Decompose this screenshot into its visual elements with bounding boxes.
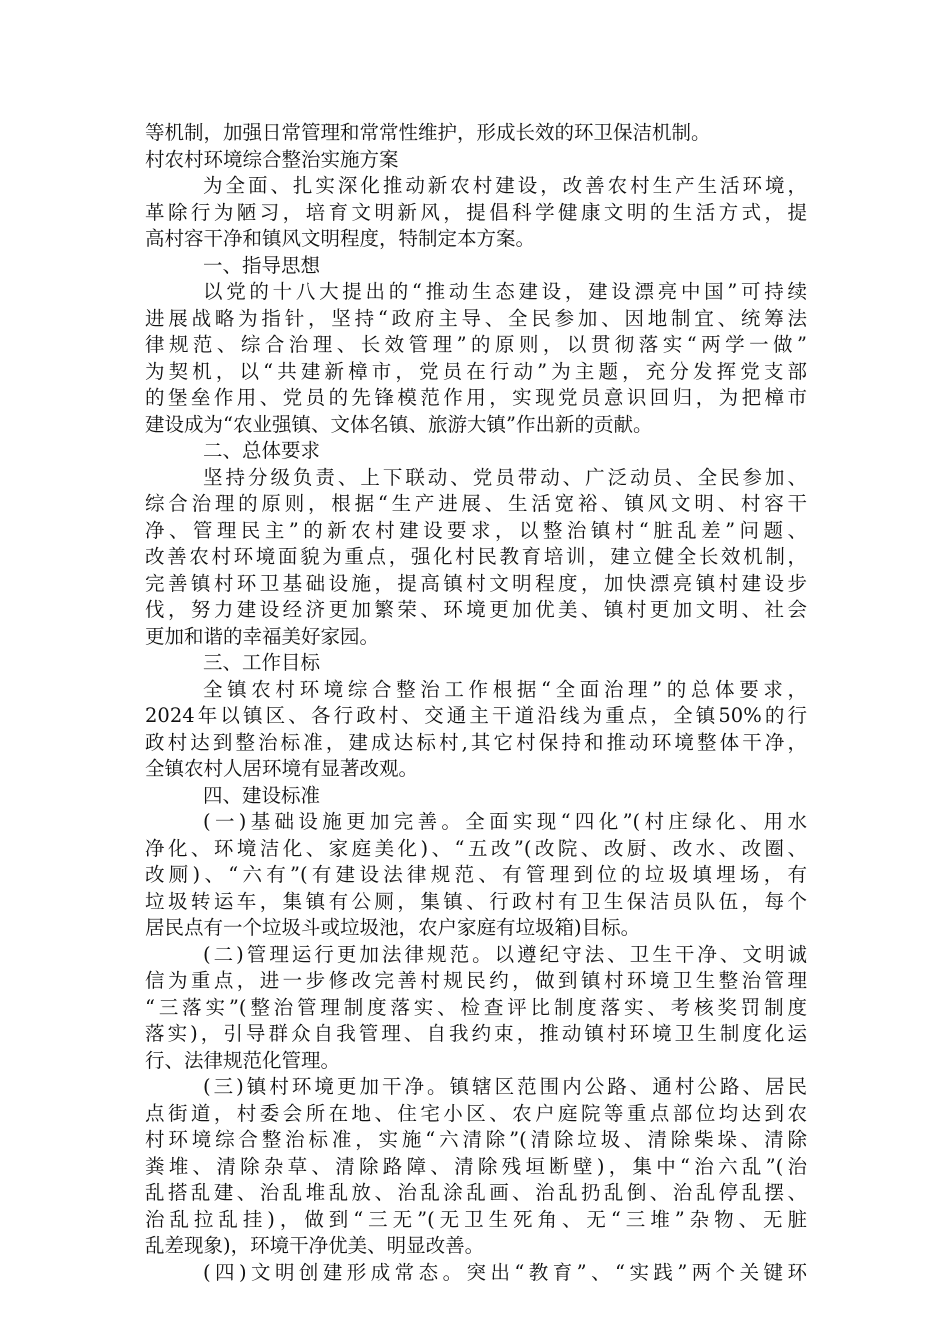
text-line: “三落实”(整治管理制度落实、检查评比制度落实、考核奖罚制度 <box>145 995 807 1019</box>
text-line: (一)基础设施更加完善。全面实现“四化”(村庄绿化、用水 <box>203 810 807 833</box>
text-line: 2024年以镇区、各行政村、交通主干道沿线为重点，全镇50%的行 <box>145 704 807 727</box>
text-line: 村环境综合整治标准，实施“六清除”(清除垃圾、清除柴垛、清除 <box>145 1128 807 1151</box>
text-line: 高村容干净和镇风文明程度，特制定本方案。 <box>145 227 536 250</box>
text-line: 建设成为“农业强镇、文体名镇、旅游大镇”作出新的贡献。 <box>145 412 653 436</box>
text-line: 三、工作目标 <box>203 651 321 674</box>
text-line: 伐，努力建设经济更加繁荣、环境更加优美、镇村更加文明、社会 <box>145 598 807 621</box>
text-line: (四)文明创建形成常态。突出“教育”、“实践”两个关键环 <box>203 1260 807 1284</box>
document-body <box>145 120 807 1286</box>
text-line: (三)镇村环境更加干净。镇辖区范围内公路、通村公路、居民 <box>203 1075 807 1098</box>
text-line: 落实)，引导群众自我管理、自我约束，推动镇村环境卫生制度化运 <box>145 1022 807 1045</box>
text-line: 一、指导思想 <box>203 253 321 277</box>
text-line: 垃圾转运车，集镇有公厕，集镇、行政村有卫生保洁员队伍，每个 <box>145 889 807 913</box>
text-line: 乱差现象)，环境干净优美、明显改善。 <box>145 1234 485 1257</box>
text-line: 治乱拉乱挂)，做到“三无”(无卫生死角、无“三堆”杂物、无脏 <box>145 1207 807 1231</box>
text-line: 以党的十八大提出的“推动生态建设，建设漂亮中国”可持续 <box>203 280 807 303</box>
text-line: 净化、环境洁化、家庭美化)、“五改”(改院、改厨、改水、改圈、 <box>145 836 807 860</box>
text-line: 革除行为陋习，培育文明新风，提倡科学健康文明的生活方式，提 <box>145 200 807 224</box>
text-line: 为全面、扎实深化推动新农村建设，改善农村生产生活环境， <box>203 174 807 197</box>
text-line: 信为重点，进一步修改完善村规民约，做到镇村环境卫生整治管理 <box>145 969 807 992</box>
text-line: 行、法律规范化管理。 <box>145 1048 341 1072</box>
text-line: 改善农村环境面貌为重点，强化村民教育培训，建立健全长效机制， <box>145 545 807 568</box>
text-line: 等机制，加强日常管理和常常性维护，形成长效的环卫保洁机制。 <box>145 121 711 144</box>
text-line: 坚持分级负责、上下联动、党员带动、广泛动员、全民参加、 <box>203 465 807 489</box>
text-line: 完善镇村环卫基础设施，提高镇村文明程度，加快漂亮镇村建设步 <box>145 571 807 595</box>
text-line: 进展战略为指针，坚持“政府主导、全民参加、因地制宜、统筹法 <box>145 306 807 330</box>
text-line: 政村达到整治标准，建成达标村,其它村保持和推动环境整体干净， <box>145 730 807 754</box>
text-line: 为契机，以“共建新樟市，党员在行动”为主题，充分发挥党支部 <box>145 359 807 383</box>
text-line: (二)管理运行更加法律规范。以遵纪守法、卫生干净、文明诚 <box>203 942 807 966</box>
text-line: 二、总体要求 <box>203 439 321 462</box>
text-line: 村农村环境综合整治实施方案 <box>145 147 399 171</box>
text-line: 综合治理的原则，根据“生产进展、生活宽裕、镇风文明、村容干 <box>145 492 807 515</box>
text-line: 居民点有一个垃圾斗或垃圾池，农户家庭有垃圾箱)目标。 <box>145 916 641 939</box>
text-line: 点街道，村委会所在地、住宅小区、农户庭院等重点部位均达到农 <box>145 1101 807 1125</box>
text-line: 全镇农村环境综合整治工作根据“全面治理”的总体要求， <box>203 677 807 701</box>
text-line: 全镇农村人居环境有显著改观。 <box>145 757 419 780</box>
text-line: 改厕)、“六有”(有建设法律规范、有管理到位的垃圾填埋场，有 <box>145 863 807 886</box>
text-line: 更加和谐的幸福美好家园。 <box>145 624 380 648</box>
text-line: 律规范、综合治理、长效管理”的原则，以贯彻落实“两学一做” <box>145 333 807 356</box>
text-line: 粪堆、清除杂草、清除路障、清除残垣断壁)，集中“治六乱”(治 <box>145 1154 807 1178</box>
text-line: 的堡垒作用、党员的先锋模范作用，实现党员意识回归，为把樟市 <box>145 386 807 409</box>
text-line: 四、建设标准 <box>203 783 321 807</box>
text-line: 乱搭乱建、治乱堆乱放、治乱涂乱画、治乱扔乱倒、治乱停乱摆、 <box>145 1181 807 1204</box>
text-line: 净、管理民主”的新农村建设要求，以整治镇村“脏乱差”问题、 <box>145 518 807 542</box>
